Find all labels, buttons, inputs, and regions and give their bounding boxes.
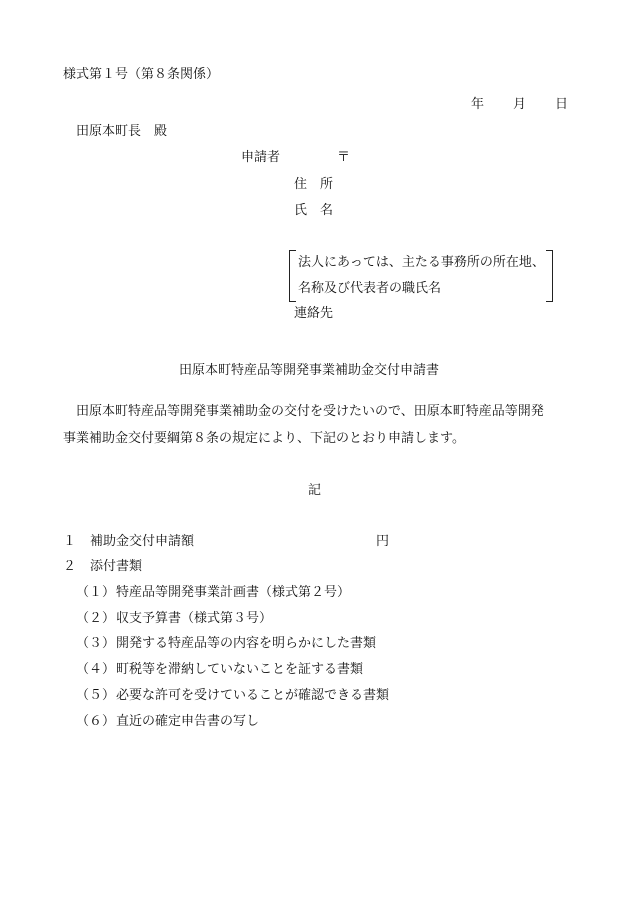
body-line-1: 田原本町特産品等開発事業補助金の交付を受けたいので、田原本町特産品等開発 (76, 404, 544, 419)
item2-number: ２ (63, 559, 77, 574)
date-month-label: 月 (513, 97, 527, 112)
left-bracket (289, 250, 296, 302)
doc-number: （１） (76, 585, 116, 600)
doc-number: （３） (76, 636, 116, 651)
doc-text: 収支予算書（様式第３号） (116, 611, 273, 626)
ki-heading: 記 (308, 483, 322, 498)
date-year-label: 年 (471, 97, 485, 112)
document-title: 田原本町特産品等開発事業補助金交付申請書 (179, 363, 440, 378)
corporate-note-line2: 名称及び代表者の職氏名 (298, 281, 442, 296)
item1-label: 補助金交付申請額 (90, 534, 195, 549)
doc-text: 開発する特産品等の内容を明らかにした書類 (116, 636, 377, 651)
right-bracket (546, 250, 553, 302)
item2-label: 添付書類 (90, 559, 143, 574)
name-label: 氏 名 (294, 203, 334, 218)
doc-text: 直近の確定申告書の写し (116, 714, 260, 729)
contact-label: 連絡先 (294, 306, 334, 321)
applicant-label: 申請者 (241, 150, 281, 165)
doc-text: 必要な許可を受けていることが確認できる書類 (116, 688, 390, 703)
addressee: 田原本町長 殿 (76, 124, 168, 139)
doc-text: 特産品等開発事業計画書（様式第２号） (116, 585, 351, 600)
address-label: 住 所 (294, 177, 334, 192)
body-line-2: 事業補助金交付要綱第８条の規定により、下記のとおり申請します。 (63, 431, 465, 446)
item1-number: １ (63, 534, 77, 549)
corporate-note-line1: 法人にあっては、主たる事務所の所在地、 (298, 255, 545, 270)
doc-number: （５） (76, 688, 116, 703)
form-number: 様式第１号（第８条関係） (63, 67, 220, 82)
doc-number: （６） (76, 714, 116, 729)
item1-unit: 円 (376, 534, 390, 549)
doc-number: （２） (76, 611, 116, 626)
postal-code-mark: 〒 (337, 150, 351, 165)
date-day-label: 日 (555, 97, 569, 112)
doc-text: 町税等を滞納していないことを証する書類 (116, 662, 364, 677)
doc-number: （４） (76, 662, 116, 677)
